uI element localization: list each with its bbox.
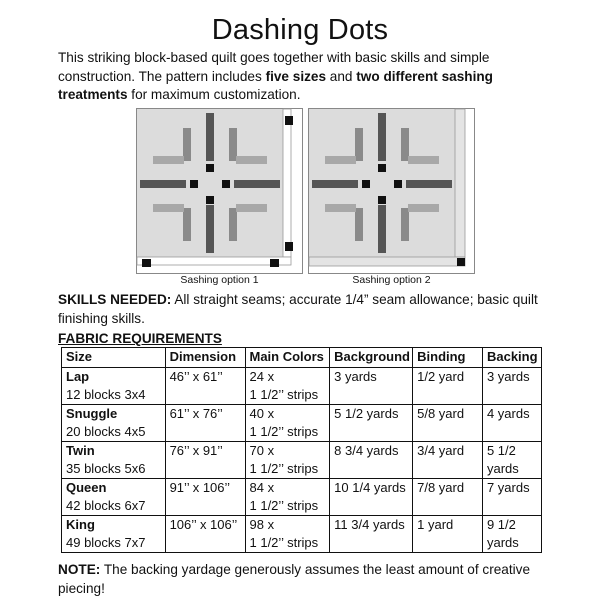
background-cell: 8 3/4 yards [330,442,413,479]
fabric-requirements-heading: FABRIC REQUIREMENTS [58,331,222,346]
binding-cell: 3/4 yard [413,442,483,479]
quilt-block-svg-1 [136,108,303,274]
dimension-cell: 91’’ x 106’’ [165,479,245,516]
diagram-caption-1: Sashing option 1 [180,274,259,286]
dimension-cell: 61’’ x 76’’ [165,405,245,442]
backing-cell: 5 1/2 yards [482,442,541,479]
binding-cell: 5/8 yard [413,405,483,442]
table-row [62,479,542,516]
header-size: Size [62,348,166,368]
intro-bold-sashing: two different sashing treatments [58,68,493,102]
header-dimension: Dimension [165,348,245,368]
size-cell [62,405,166,442]
intro-text-3: for maximum customization. [127,87,301,102]
background-cell: 5 1/2 yards [330,405,413,442]
colors-strips: 1 1/2’’ strips [249,424,319,439]
colors-strips: 1 1/2’’ strips [249,461,319,476]
background-cell: 11 3/4 yards [330,516,413,553]
colors-strips: 1 1/2’’ strips [249,498,319,513]
size-name: Snuggle [66,406,118,421]
colors-count: 40 x [249,406,275,421]
binding-cell: 1 yard [413,516,483,553]
size-blocks: 20 blocks 4x5 [66,424,146,439]
size-cell [62,516,166,553]
backing-cell: 3 yards [482,368,541,405]
colors-strips: 1 1/2’’ strips [249,387,319,402]
size-cell [62,479,166,516]
fabric-requirements-table [61,347,542,553]
intro-text-2: and [326,68,357,84]
skills-text: All straight seams; accurate 1/4” seam allowance; basic quilt finishing skills. [58,292,538,326]
table-row [62,516,542,553]
colors-strips: 1 1/2’’ strips [249,535,319,550]
background-cell: 10 1/4 yards [330,479,413,516]
header-backing: Backing [482,348,541,368]
background-cell: 3 yards [330,368,413,405]
size-cell [62,442,166,479]
dimension-cell: 106’’ x 106’’ [165,516,245,553]
table-row [62,442,542,479]
colors-count: 98 x [249,517,275,532]
colors-count: 70 x [249,443,275,458]
backing-cell: 7 yards [482,479,541,516]
table-row [62,405,542,442]
size-blocks: 12 blocks 3x4 [66,387,146,402]
main-colors-cell [245,442,330,479]
quilt-block-svg-2 [308,108,475,274]
size-blocks: 35 blocks 5x6 [66,461,146,476]
diagram-caption-2: Sashing option 2 [352,274,431,286]
size-blocks: 49 blocks 7x7 [66,535,146,550]
note-label: NOTE: [58,562,101,577]
table-row [62,368,542,405]
header-main-colors: Main Colors [245,348,330,368]
skills-needed [58,291,558,328]
main-colors-cell [245,479,330,516]
size-name: Queen [66,480,107,495]
main-colors-cell [245,516,330,553]
header-background: Background [330,348,413,368]
binding-cell: 7/8 yard [413,479,483,516]
dimension-cell: 76’’ x 91’’ [165,442,245,479]
colors-count: 24 x [249,369,275,384]
intro-paragraph [58,49,558,105]
note-paragraph [58,561,558,598]
note-text: The backing yardage generously assumes the least amount of creative piecing! [58,562,531,596]
dimension-cell: 46’’ x 61’’ [165,368,245,405]
main-colors-cell [245,405,330,442]
page-title: Dashing Dots [211,14,389,46]
size-cell [62,368,166,405]
colors-count: 84 x [249,480,275,495]
size-blocks: 42 blocks 6x7 [66,498,146,513]
quilt-block-diagram-option-1 [136,108,303,274]
size-name: Lap [66,369,90,384]
size-name: Twin [66,443,95,458]
size-name: King [66,517,95,532]
skills-label: SKILLS NEEDED: [58,292,172,307]
header-binding: Binding [413,348,483,368]
quilt-block-diagram-option-2 [308,108,475,274]
intro-text-1: This striking block-based quilt goes together with basic skills and simple construction. The pattern includes [58,50,490,84]
intro-bold-sizes: five sizes [265,68,327,84]
main-colors-cell [245,368,330,405]
binding-cell: 1/2 yard [413,368,483,405]
backing-cell: 4 yards [482,405,541,442]
backing-cell: 9 1/2 yards [482,516,541,553]
table-header-row [62,348,542,368]
